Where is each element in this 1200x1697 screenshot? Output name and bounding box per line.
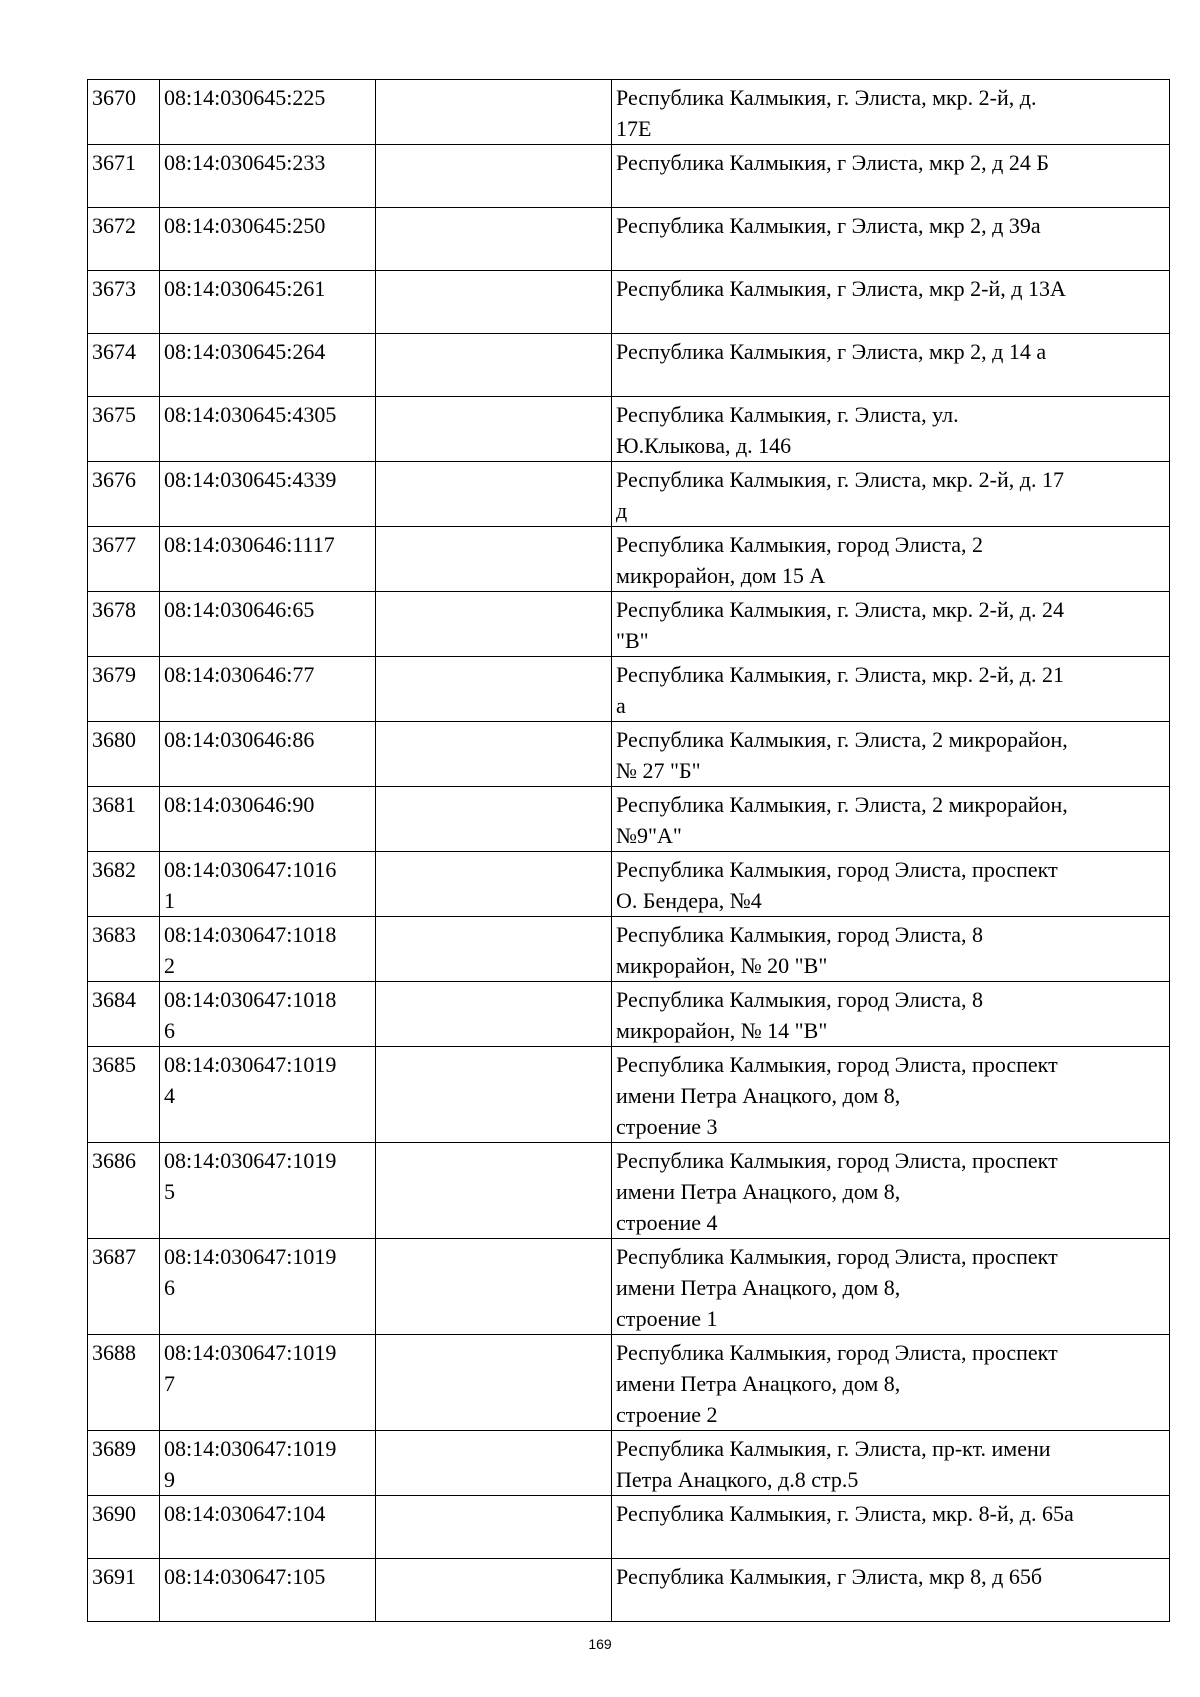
address-cell [612,917,1170,982]
address-cell-text: Республика Калмыкия, город Элиста, 8 микрорайон, № 14 "В" [616,987,984,1043]
address-cell-text: Республика Калмыкия, г. Элиста, мкр. 2-й, д. 17Е [616,85,1037,141]
cadastral-number-cell-text: 08:14:030646:1117 [164,532,335,557]
record-number-cell [88,982,160,1047]
record-number-cell-text: 3685 [92,1052,136,1077]
record-number-cell [88,1431,160,1496]
table-row [88,982,1170,1047]
address-cell [612,1559,1170,1622]
cadastral-number-cell-text: 08:14:030647:1019 4 [164,1052,337,1108]
empty-cell [376,1431,612,1496]
records-table-body [88,80,1170,1622]
page-number: 169 [588,1636,612,1652]
table-row [88,722,1170,787]
empty-cell [376,722,612,787]
table-row [88,592,1170,657]
address-cell [612,271,1170,334]
table-row [88,462,1170,527]
address-cell-text: Республика Калмыкия, г. Элиста, 2 микрорайон, №9"А" [616,792,1068,848]
address-cell-text: Республика Калмыкия, г. Элиста, мкр. 8-й, д. 65а [616,1501,1074,1526]
record-number-cell-text: 3675 [92,402,136,427]
address-cell [612,145,1170,208]
address-cell-text: Республика Калмыкия, г. Элиста, пр-кт. имени Петра Анацкого, д.8 стр.5 [616,1436,1051,1492]
cadastral-number-cell [160,145,376,208]
record-number-cell-text: 3686 [92,1148,136,1173]
records-table [87,79,1170,1622]
record-number-cell [88,1559,160,1622]
cadastral-number-cell-text: 08:14:030645:250 [164,213,326,238]
address-cell-text: Республика Калмыкия, г. Элиста, мкр. 2-й, д. 17 д [616,467,1064,523]
address-cell [612,1335,1170,1431]
table-row [88,1239,1170,1335]
empty-cell [376,271,612,334]
table-row [88,334,1170,397]
cadastral-number-cell-text: 08:14:030645:264 [164,339,326,364]
record-number-cell-text: 3674 [92,339,136,364]
empty-cell [376,1239,612,1335]
cadastral-number-cell-text: 08:14:030645:4339 [164,467,337,492]
address-cell [612,1431,1170,1496]
table-row [88,145,1170,208]
cadastral-number-cell-text: 08:14:030645:261 [164,276,326,301]
address-cell-text: Республика Калмыкия, город Элиста, проспект имени Петра Анацкого, дом 8, строение 3 [616,1052,1058,1139]
cadastral-number-cell [160,592,376,657]
empty-cell [376,852,612,917]
cadastral-number-cell [160,1239,376,1335]
record-number-cell-text: 3680 [92,727,136,752]
address-cell-text: Республика Калмыкия, город Элиста, 8 микрорайон, № 20 "В" [616,922,984,978]
record-number-cell-text: 3671 [92,150,136,175]
address-cell [612,462,1170,527]
record-number-cell [88,462,160,527]
cadastral-number-cell [160,917,376,982]
table-row [88,1496,1170,1559]
record-number-cell-text: 3689 [92,1436,136,1461]
empty-cell [376,145,612,208]
cadastral-number-cell-text: 08:14:030647:105 [164,1564,326,1589]
cadastral-number-cell [160,1559,376,1622]
empty-cell [376,1559,612,1622]
cadastral-number-cell-text: 08:14:030647:104 [164,1501,326,1526]
table-row [88,1335,1170,1431]
cadastral-number-cell-text: 08:14:030646:86 [164,727,315,752]
record-number-cell [88,208,160,271]
record-number-cell [88,1496,160,1559]
address-cell [612,397,1170,462]
empty-cell [376,657,612,722]
address-cell [612,657,1170,722]
table-row [88,80,1170,145]
record-number-cell [88,271,160,334]
cadastral-number-cell [160,852,376,917]
cadastral-number-cell [160,1496,376,1559]
address-cell [612,722,1170,787]
cadastral-number-cell [160,334,376,397]
record-number-cell [88,145,160,208]
cadastral-number-cell [160,271,376,334]
cadastral-number-cell [160,208,376,271]
cadastral-number-cell [160,397,376,462]
empty-cell [376,527,612,592]
address-cell [612,334,1170,397]
address-cell [612,982,1170,1047]
record-number-cell [88,1143,160,1239]
empty-cell [376,982,612,1047]
record-number-cell-text: 3688 [92,1340,136,1365]
cadastral-number-cell-text: 08:14:030645:225 [164,85,326,110]
record-number-cell [88,1335,160,1431]
table-row [88,787,1170,852]
record-number-cell [88,917,160,982]
cadastral-number-cell [160,982,376,1047]
address-cell-text: Республика Калмыкия, г. Элиста, мкр. 2-й, д. 24 "В" [616,597,1064,653]
table-row [88,1559,1170,1622]
cadastral-number-cell-text: 08:14:030647:1019 9 [164,1436,337,1492]
empty-cell [376,462,612,527]
record-number-cell-text: 3672 [92,213,136,238]
record-number-cell [88,852,160,917]
cadastral-number-cell [160,462,376,527]
table-row [88,1143,1170,1239]
address-cell-text: Республика Калмыкия, город Элиста, проспект имени Петра Анацкого, дом 8, строение 2 [616,1340,1058,1427]
empty-cell [376,334,612,397]
address-cell [612,787,1170,852]
cadastral-number-cell-text: 08:14:030647:1018 2 [164,922,337,978]
record-number-cell-text: 3691 [92,1564,136,1589]
cadastral-number-cell-text: 08:14:030646:90 [164,792,315,817]
address-cell-text: Республика Калмыкия, г Элиста, мкр 2, д 14 а [616,339,1047,364]
empty-cell [376,1335,612,1431]
table-row [88,657,1170,722]
record-number-cell [88,592,160,657]
record-number-cell [88,787,160,852]
address-cell-text: Республика Калмыкия, город Элиста, проспект О. Бендера, №4 [616,857,1058,913]
empty-cell [376,917,612,982]
cadastral-number-cell-text: 08:14:030647:1019 7 [164,1340,337,1396]
address-cell-text: Республика Калмыкия, город Элиста, проспект имени Петра Анацкого, дом 8, строение 1 [616,1244,1058,1331]
cadastral-number-cell-text: 08:14:030645:233 [164,150,326,175]
address-cell-text: Республика Калмыкия, г Элиста, мкр 2-й, д 13А [616,276,1066,301]
address-cell [612,592,1170,657]
address-cell [612,1047,1170,1143]
cadastral-number-cell-text: 08:14:030646:77 [164,662,315,687]
table-row [88,397,1170,462]
table-row [88,1431,1170,1496]
empty-cell [376,80,612,145]
record-number-cell-text: 3679 [92,662,136,687]
record-number-cell-text: 3690 [92,1501,136,1526]
empty-cell [376,208,612,271]
cadastral-number-cell-text: 08:14:030647:1019 5 [164,1148,337,1204]
address-cell [612,1239,1170,1335]
cadastral-number-cell [160,1047,376,1143]
address-cell [612,1143,1170,1239]
cadastral-number-cell-text: 08:14:030647:1019 6 [164,1244,337,1300]
record-number-cell-text: 3670 [92,85,136,110]
address-cell [612,208,1170,271]
record-number-cell [88,527,160,592]
empty-cell [376,1143,612,1239]
record-number-cell [88,1047,160,1143]
table-row [88,1047,1170,1143]
record-number-cell-text: 3682 [92,857,136,882]
cadastral-number-cell [160,722,376,787]
record-number-cell [88,80,160,145]
table-row [88,917,1170,982]
address-cell-text: Республика Калмыкия, г Элиста, мкр 2, д 24 Б [616,150,1049,175]
record-number-cell [88,722,160,787]
record-number-cell [88,657,160,722]
address-cell [612,852,1170,917]
address-cell-text: Республика Калмыкия, г. Элиста, ул. Ю.Клыкова, д. 146 [616,402,959,458]
address-cell [612,80,1170,145]
empty-cell [376,1496,612,1559]
address-cell-text: Республика Калмыкия, город Элиста, 2 микрорайон, дом 15 А [616,532,984,588]
empty-cell [376,787,612,852]
address-cell-text: Республика Калмыкия, г Элиста, мкр 8, д 65б [616,1564,1043,1589]
table-row [88,852,1170,917]
record-number-cell [88,334,160,397]
address-cell-text: Республика Калмыкия, город Элиста, проспект имени Петра Анацкого, дом 8, строение 4 [616,1148,1058,1235]
cadastral-number-cell [160,1431,376,1496]
cadastral-number-cell [160,787,376,852]
empty-cell [376,1047,612,1143]
record-number-cell-text: 3673 [92,276,136,301]
table-row [88,271,1170,334]
record-number-cell [88,1239,160,1335]
empty-cell [376,592,612,657]
address-cell [612,527,1170,592]
address-cell [612,1496,1170,1559]
cadastral-number-cell-text: 08:14:030647:1018 6 [164,987,337,1043]
record-number-cell-text: 3678 [92,597,136,622]
cadastral-number-cell [160,1143,376,1239]
cadastral-number-cell [160,657,376,722]
record-number-cell-text: 3683 [92,922,136,947]
address-cell-text: Республика Калмыкия, г. Элиста, мкр. 2-й, д. 21 а [616,662,1064,718]
address-cell-text: Республика Калмыкия, г. Элиста, 2 микрорайон, № 27 "Б" [616,727,1068,783]
record-number-cell-text: 3687 [92,1244,136,1269]
cadastral-number-cell [160,80,376,145]
cadastral-number-cell-text: 08:14:030647:1016 1 [164,857,337,913]
address-cell-text: Республика Калмыкия, г Элиста, мкр 2, д 39а [616,213,1041,238]
cadastral-number-cell [160,527,376,592]
record-number-cell-text: 3681 [92,792,136,817]
cadastral-number-cell-text: 08:14:030646:65 [164,597,315,622]
cadastral-number-cell-text: 08:14:030645:4305 [164,402,337,427]
empty-cell [376,397,612,462]
record-number-cell [88,397,160,462]
record-number-cell-text: 3676 [92,467,136,492]
table-row [88,527,1170,592]
record-number-cell-text: 3677 [92,532,136,557]
table-row [88,208,1170,271]
record-number-cell-text: 3684 [92,987,136,1012]
cadastral-number-cell [160,1335,376,1431]
